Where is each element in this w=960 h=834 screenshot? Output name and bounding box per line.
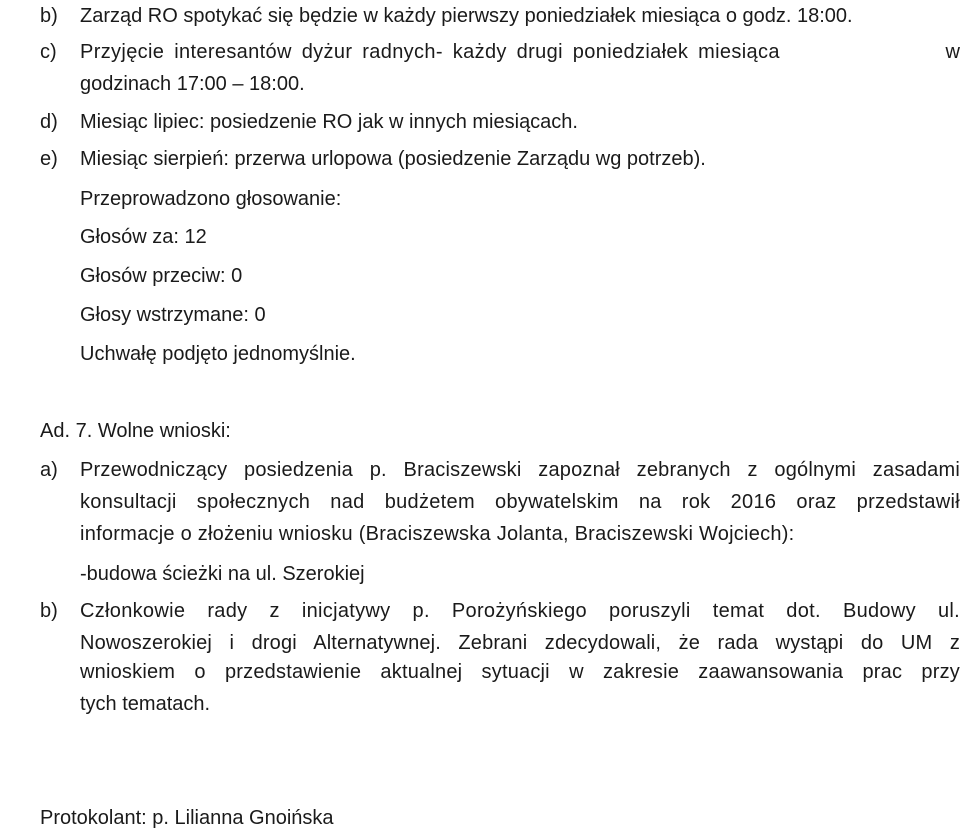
list-item-d: [0, 110, 960, 134]
list-item-text-line: [80, 40, 960, 64]
list-item-text-main: Przyjęcie interesantów dyżur radnych- każdy drugi poniedziałek miesiąca: [80, 41, 780, 63]
section-heading: Ad. 7. Wolne wnioski:: [40, 420, 231, 442]
list-item-text: godzinach 17:00 – 18:00.: [80, 73, 305, 95]
list-item-text: Członkowie rady z inicjatywy p. Porożyńskiego poruszyli temat dot. Budowy ul.: [80, 600, 960, 622]
list-item-text: Miesiąc lipiec: posiedzenie RO jak w innych miesiącach.: [80, 111, 578, 133]
list-item-text: Miesiąc sierpień: przerwa urlopowa (posiedzenie Zarządu wg potrzeb).: [80, 148, 706, 170]
vote-abstain: Głosy wstrzymane: 0: [80, 304, 266, 326]
list-item-text: Zarząd RO spotykać się będzie w każdy pierwszy poniedziałek miesiąca o godz. 18:00.: [80, 5, 853, 27]
list-item-b2: [0, 599, 960, 623]
vote-result: Uchwałę podjęto jednomyślnie.: [80, 343, 356, 365]
list-item-text: informacje o złożeniu wniosku (Braciszewska Jolanta, Braciszewski Wojciech):: [80, 523, 795, 545]
list-marker: a): [40, 459, 58, 481]
list-item-text: tych tematach.: [80, 693, 211, 715]
vote-against: Głosów przeciw: 0: [80, 265, 243, 287]
list-item-text: -budowa ścieżki na ul. Szerokiej: [80, 563, 365, 585]
list-item-text-end: w: [945, 41, 960, 63]
list-item-text: Nowoszerokiej i drogi Alternatywnej. Zebrani zdecydowali, że rada wystąpi do UM z: [80, 632, 960, 654]
list-item-text: konsultacji społecznych nad budżetem obywatelskim na rok 2016 oraz przedstawił: [80, 491, 960, 513]
vote-for: Głosów za: 12: [80, 226, 207, 248]
list-item-text: Przewodniczący posiedzenia p. Braciszewski zapoznał zebranych z ogólnymi zasadami: [80, 459, 960, 481]
list-item-a: [0, 458, 960, 482]
list-marker: c): [40, 41, 57, 63]
list-item-c-continuation: [0, 72, 960, 96]
recorder-signature-line: Protokolant: p. Lilianna Gnoińska: [40, 807, 334, 829]
list-item-b: [0, 4, 960, 28]
list-item-c: [0, 40, 960, 64]
list-marker: b): [40, 5, 58, 27]
vote-heading: Przeprowadzono głosowanie:: [80, 188, 342, 210]
list-marker: b): [40, 600, 58, 622]
list-marker: d): [40, 111, 58, 133]
list-item-e: [0, 147, 960, 171]
list-marker: e): [40, 148, 58, 170]
list-item-text: wnioskiem o przedstawienie aktualnej sytuacji w zakresie zaawansowania prac przy: [80, 661, 960, 683]
